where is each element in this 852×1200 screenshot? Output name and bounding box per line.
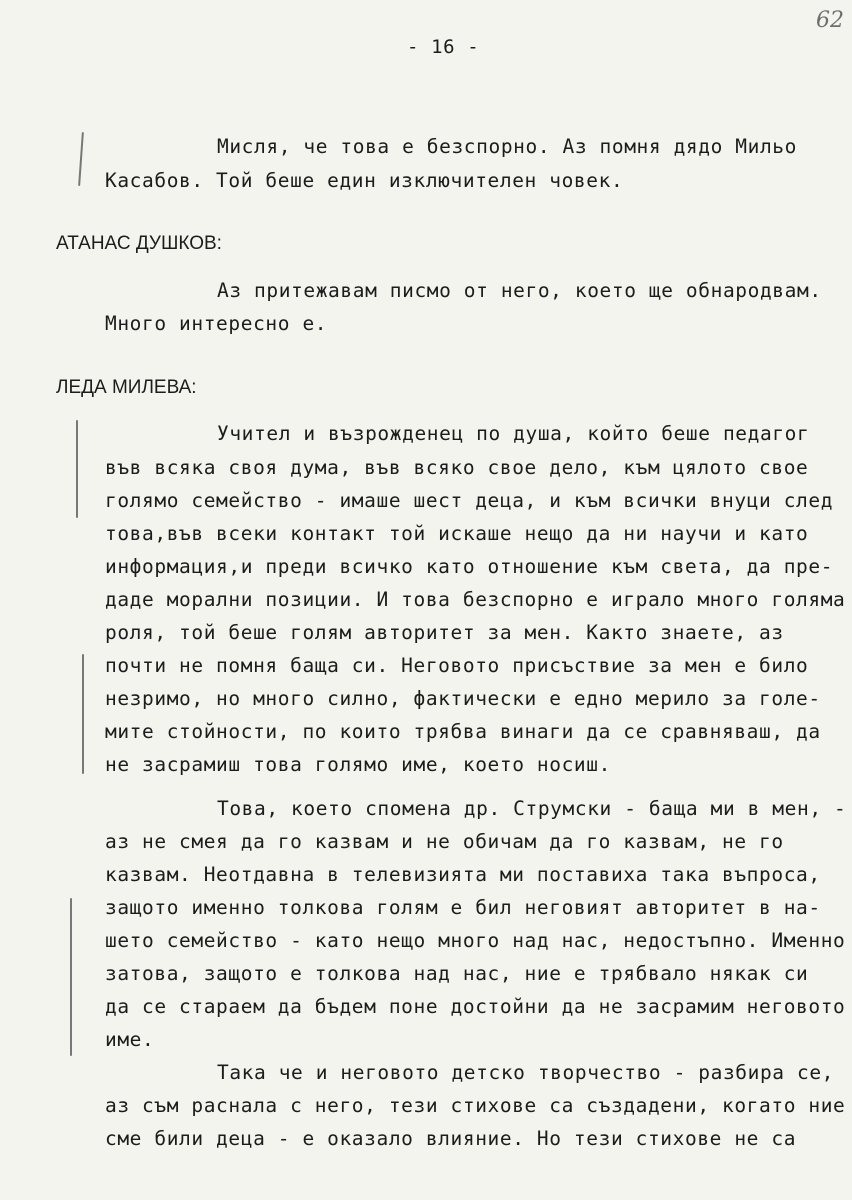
handwritten-page-annotation: 62 bbox=[816, 8, 844, 33]
text-line: затова, защото е толкова над нас, ние е трябвало някак си bbox=[105, 962, 809, 985]
speaker-name: ЛЕДА МИЛЕВА: bbox=[56, 377, 197, 398]
text-line: Учител и възрожденец по душа, който беше педагог bbox=[217, 422, 810, 445]
margin-mark bbox=[82, 654, 84, 774]
text-line: голямо семейство - имаше шест деца, и към всички внуци след bbox=[105, 489, 834, 512]
text-line: роля, той беше голям авторитет за мен. Както знаете, аз bbox=[105, 621, 784, 644]
text-line: Касабов. Той беше един изключителен човек. bbox=[105, 169, 624, 192]
text-line: защото именно толкова голям е бил неговият авторитет в на- bbox=[105, 896, 821, 919]
text-line: да се стараем да бъдем поне достойни да не засрамим неговото bbox=[105, 995, 846, 1018]
text-line: аз съм раснала с него, тези стихове са създадени, когато ние bbox=[105, 1094, 846, 1117]
text-line: във всяка своя дума, във всяко свое дело, към цялото свое bbox=[105, 456, 809, 479]
margin-mark bbox=[78, 132, 84, 186]
text-line: Така че и неговото детско творчество - разбира се, bbox=[217, 1061, 834, 1084]
text-line: Аз притежавам писмо от него, което ще обнародвам. bbox=[217, 279, 822, 302]
text-line: аз не смея да го казвам и не обичам да го казвам, не го bbox=[105, 830, 784, 853]
text-line: сме били деца - е оказало влияние. Но тези стихове не са bbox=[105, 1127, 797, 1150]
speaker-name: АТАНАС ДУШКОВ: bbox=[56, 233, 222, 254]
text-line: почти не помня баща си. Неговото присъствие за мен е било bbox=[105, 654, 809, 677]
margin-mark bbox=[70, 898, 72, 1056]
text-line: не засрамиш това голямо име, което носиш. bbox=[105, 753, 611, 776]
text-line: Много интересно е. bbox=[105, 312, 328, 335]
page-number: - 16 - bbox=[407, 36, 480, 58]
text-line: шето семейство - като нещо много над нас, недостъпно. Именно bbox=[105, 929, 846, 952]
text-line: това,във всеки контакт той искаше нещо да ни научи и като bbox=[105, 522, 809, 545]
text-line: незримо, но много силно, фактически е едно мерило за голе- bbox=[105, 687, 821, 710]
margin-mark bbox=[76, 420, 78, 518]
text-line: информация,и преди всичко като отношение към света, да пре- bbox=[105, 555, 834, 578]
text-line: Това, което спомена др. Струмски - баща ми в мен, - bbox=[217, 797, 847, 820]
text-line: даде морални позиции. И това безспорно е играло много голяма bbox=[105, 588, 846, 611]
text-line: казвам. Неотдавна в телевизията ми поставиха така въпроса, bbox=[105, 863, 821, 886]
text-line: име. bbox=[105, 1028, 155, 1051]
text-line: Мисля, че това е безспорно. Аз помня дядо Мильо bbox=[217, 135, 797, 158]
text-line: мите стойности, по които трябва винаги да се сравняваш, да bbox=[105, 720, 821, 743]
